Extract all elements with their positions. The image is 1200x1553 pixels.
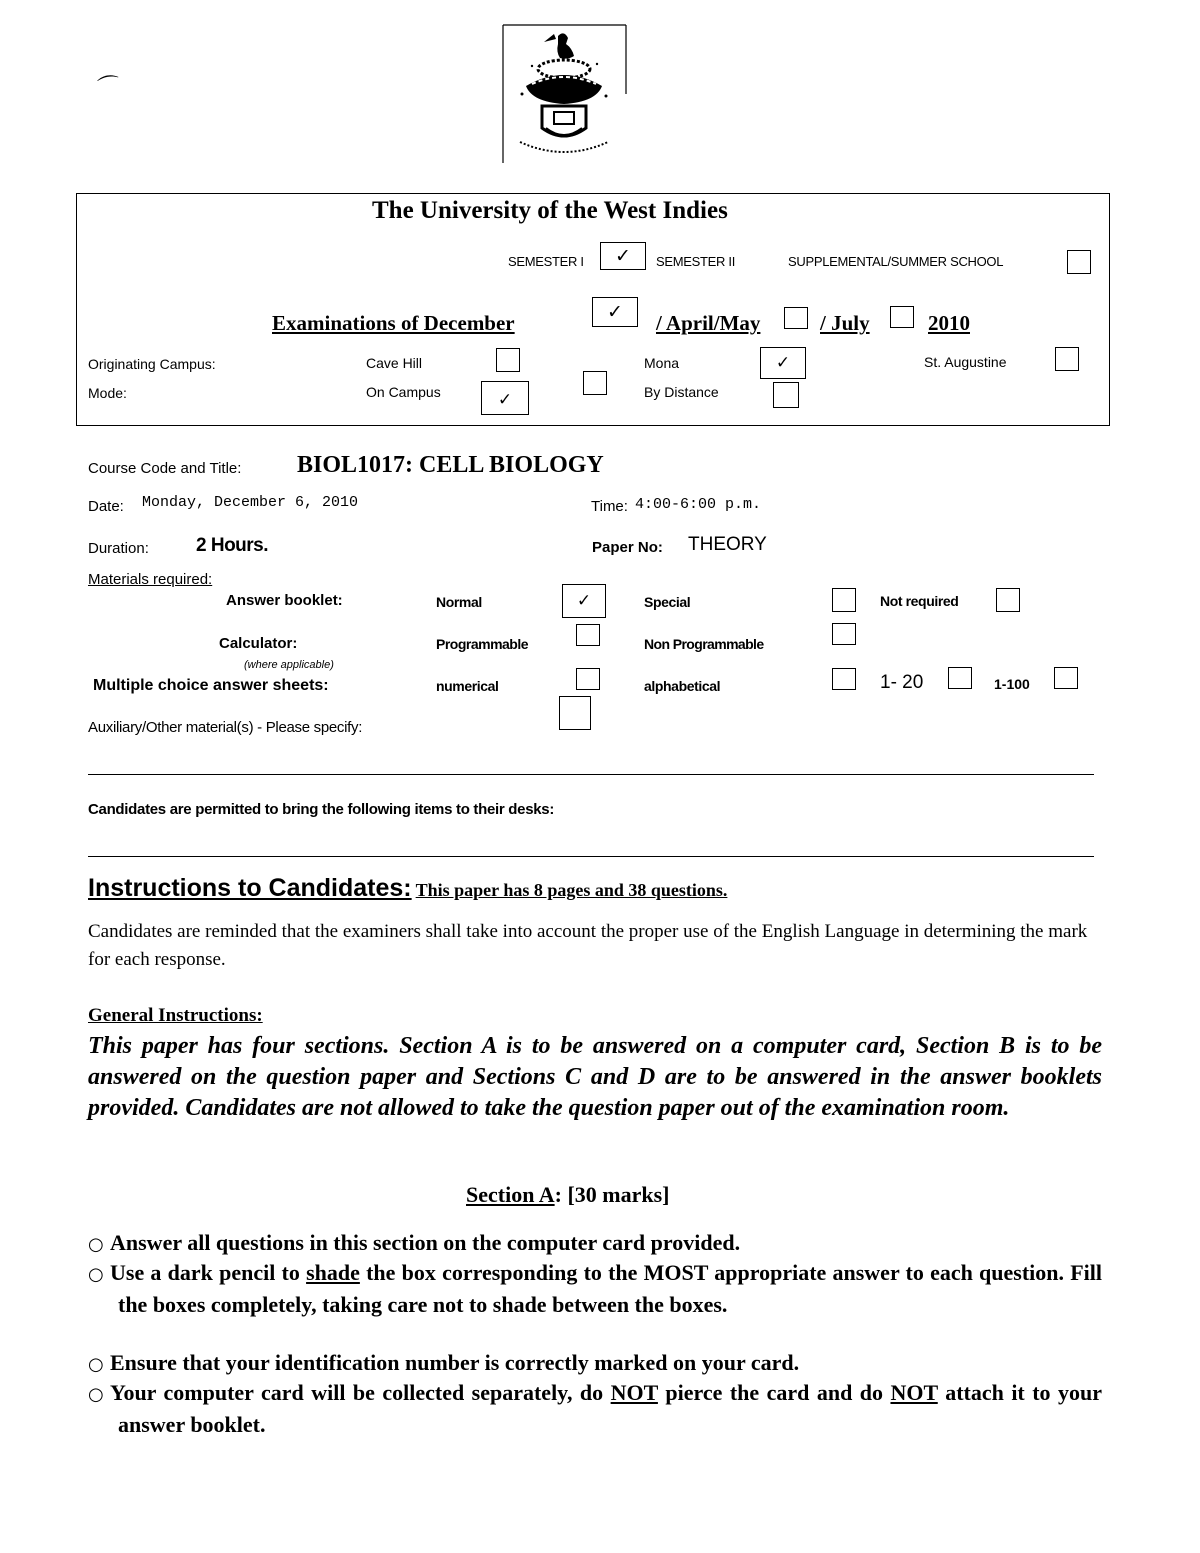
programmable-label: Programmable bbox=[436, 636, 529, 652]
normal-checkbox[interactable]: ✓ bbox=[562, 584, 606, 618]
alphabetical-label: alphabetical bbox=[644, 678, 721, 694]
not-required-label: Not required bbox=[880, 593, 959, 609]
where-applicable-label: (where applicable) bbox=[244, 659, 334, 671]
duration-value: 2 Hours. bbox=[196, 535, 269, 556]
paper-no-label: Paper No: bbox=[592, 539, 663, 556]
range-100-label: 1-100 bbox=[994, 676, 1030, 692]
supplemental-label: SUPPLEMENTAL/SUMMER SCHOOL bbox=[788, 254, 1004, 269]
on-campus-label: On Campus bbox=[366, 384, 441, 400]
not-required-checkbox[interactable] bbox=[996, 588, 1020, 612]
exam-time: 4:00-6:00 p.m. bbox=[635, 496, 762, 513]
bullet-text: Answer all questions in this section on the computer card provided. bbox=[110, 1230, 741, 1255]
range-100-checkbox[interactable] bbox=[1054, 667, 1078, 689]
st-augustine-checkbox[interactable] bbox=[1055, 347, 1079, 371]
divider-bottom bbox=[88, 856, 1094, 857]
mc-sheets-label: Multiple choice answer sheets: bbox=[93, 677, 329, 694]
non-programmable-checkbox[interactable] bbox=[832, 623, 856, 645]
answer-booklet-label: Answer booklet: bbox=[226, 592, 343, 609]
by-distance-checkbox[interactable] bbox=[773, 382, 799, 408]
december-checkbox[interactable]: ✓ bbox=[592, 297, 638, 327]
semester-ii-label: SEMESTER II bbox=[656, 254, 736, 269]
bullet-icon: ○ bbox=[88, 1234, 104, 1255]
cave-hill-label: Cave Hill bbox=[366, 355, 423, 371]
section-a-bullet-4 bbox=[88, 1378, 1102, 1440]
duration-label: Duration: bbox=[88, 540, 149, 557]
numerical-checkbox[interactable] bbox=[576, 668, 600, 690]
exam-year: 2010 bbox=[928, 311, 970, 335]
bullet-icon: ○ bbox=[88, 1384, 104, 1405]
mona-checkbox[interactable]: ✓ bbox=[760, 347, 806, 379]
by-distance-label: By Distance bbox=[644, 384, 719, 400]
auxiliary-label: Auxiliary/Other material(s) - Please specify: bbox=[88, 719, 363, 736]
bullet-text-pre: Use a dark pencil to bbox=[110, 1260, 307, 1285]
paper-no-value: THEORY bbox=[688, 534, 767, 555]
exam-date: Monday, December 6, 2010 bbox=[142, 494, 359, 511]
bullet-text-not-1: NOT bbox=[610, 1380, 658, 1405]
range-20-checkbox[interactable] bbox=[948, 667, 972, 689]
time-label: Time: bbox=[591, 498, 628, 515]
instructions-title: Instructions to Candidates: bbox=[88, 874, 412, 902]
bullet-icon: ○ bbox=[88, 1354, 104, 1375]
stray-mark: ⌒ bbox=[96, 72, 123, 101]
auxiliary-checkbox[interactable] bbox=[559, 696, 591, 730]
reminder-text: Candidates are reminded that the examiners shall take into account the proper use of the English Language in determining the mark for each response. bbox=[88, 921, 1088, 970]
section-a-bullet-1 bbox=[88, 1228, 1102, 1260]
exam-december-label: Examinations of December bbox=[272, 311, 515, 335]
semester-i-label: SEMESTER I bbox=[508, 254, 584, 269]
section-a-bullet-2 bbox=[88, 1258, 1102, 1320]
on-campus-checkbox[interactable]: ✓ bbox=[481, 381, 529, 415]
campus-label: Originating Campus: bbox=[88, 356, 216, 372]
date-label: Date: bbox=[88, 498, 124, 515]
instructions-heading bbox=[88, 874, 727, 903]
july-label: / July bbox=[820, 311, 870, 335]
non-programmable-label: Non Programmable bbox=[644, 636, 764, 652]
st-augustine-label: St. Augustine bbox=[924, 354, 1007, 370]
section-a-label: Section A bbox=[466, 1182, 555, 1207]
april-may-label: / April/May bbox=[656, 311, 761, 335]
range-20-label: 1- 20 bbox=[880, 672, 924, 693]
instructions-subtitle: This paper has 8 pages and 38 questions. bbox=[415, 880, 728, 900]
general-instructions-text: This paper has four sections. Section A is to be answered on a computer card, Section B is to be answered on the question paper and Sections C and D are to be answered in the answer booklets provided. Candidates are not allowed to take the question paper out of the examination room. bbox=[88, 1033, 1102, 1121]
alphabetical-checkbox[interactable] bbox=[832, 668, 856, 690]
materials-title: Materials required: bbox=[88, 571, 213, 588]
bullet-text: Ensure that your identification number is correctly marked on your card. bbox=[110, 1350, 800, 1375]
general-instructions-title: General Instructions: bbox=[88, 1005, 263, 1026]
university-title: The University of the West Indies bbox=[372, 197, 728, 224]
university-crest bbox=[502, 24, 627, 164]
section-a-marks: : [30 marks] bbox=[554, 1182, 670, 1207]
mode-label: Mode: bbox=[88, 385, 127, 401]
july-checkbox[interactable] bbox=[890, 306, 914, 328]
april-may-checkbox[interactable] bbox=[784, 307, 808, 329]
special-checkbox[interactable] bbox=[832, 588, 856, 612]
normal-label: Normal bbox=[436, 594, 482, 610]
bullet-text-mid: pierce the card and do bbox=[657, 1380, 891, 1405]
section-a-title bbox=[466, 1182, 670, 1208]
divider-top bbox=[88, 774, 1094, 775]
bullet-text-post: the box corresponding to the MOST appropriate answer to each question. Fill the boxes completely, taking care not to shade between the boxes. bbox=[118, 1260, 1103, 1317]
calculator-label: Calculator: bbox=[219, 635, 298, 652]
special-label: Special bbox=[644, 594, 691, 610]
bullet-text-pre: Your computer card will be collected separately, do bbox=[110, 1380, 611, 1405]
bullet-icon: ○ bbox=[88, 1264, 104, 1285]
crest-icon bbox=[502, 24, 627, 164]
permitted-items-text: Candidates are permitted to bring the following items to their desks: bbox=[88, 801, 555, 818]
supplemental-checkbox[interactable] bbox=[1067, 250, 1091, 274]
course-code-label: Course Code and Title: bbox=[88, 460, 242, 477]
semester-i-checkbox[interactable]: ✓ bbox=[600, 242, 646, 270]
mode-blank-checkbox[interactable] bbox=[583, 371, 607, 395]
bullet-text-shade: shade bbox=[306, 1260, 360, 1285]
mona-label: Mona bbox=[644, 355, 680, 371]
bullet-text-post: attach it to your answer booklet. bbox=[118, 1380, 1102, 1437]
cave-hill-checkbox[interactable] bbox=[496, 348, 520, 372]
bullet-text-not-2: NOT bbox=[890, 1380, 938, 1405]
course-code-title: BIOL1017: CELL BIOLOGY bbox=[297, 452, 604, 478]
numerical-label: numerical bbox=[436, 678, 499, 694]
programmable-checkbox[interactable] bbox=[576, 624, 600, 646]
section-a-bullet-3 bbox=[88, 1348, 1102, 1380]
